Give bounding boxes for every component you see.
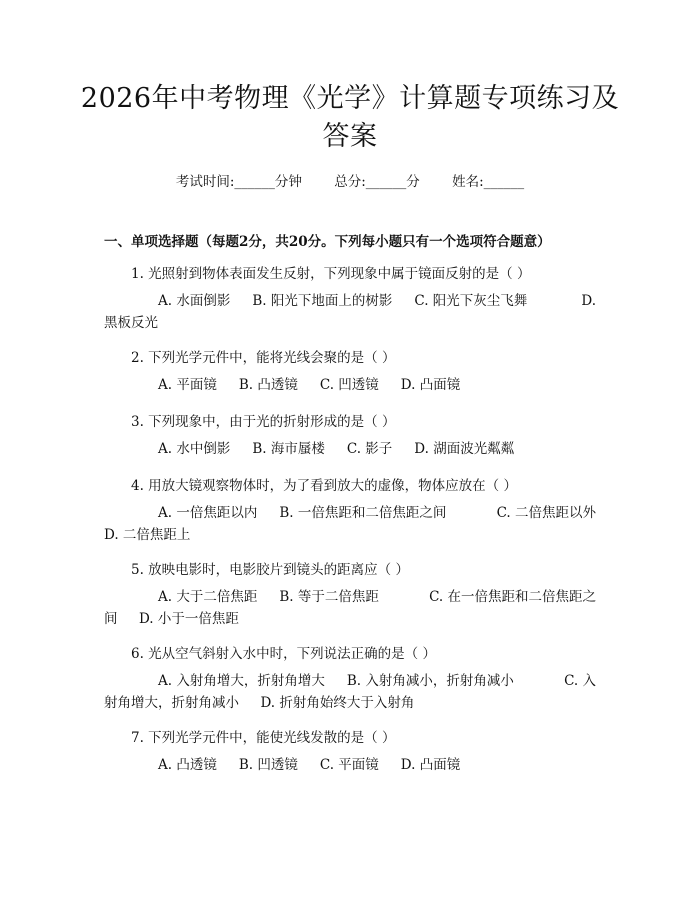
question-1-option-a: A. 水面倒影 bbox=[158, 293, 231, 309]
question-2-option-a: A. 平面镜 bbox=[158, 377, 217, 393]
question-6-option-a: A. 入射角增大，折射角增大 bbox=[158, 673, 325, 689]
question-2-option-b: B. 凸透镜 bbox=[238, 377, 298, 393]
question-6-option-wrap: 射角增大，折射角减小 D. 折射角始终大于入射角 bbox=[104, 695, 415, 711]
question-4-option-wrap: D. 二倍焦距上 bbox=[104, 527, 191, 543]
question-3-option-c: C. 影子 bbox=[346, 441, 393, 457]
question-7-option-d: D. 凸面镜 bbox=[400, 757, 461, 773]
question-2-option-d: D. 凸面镜 bbox=[400, 377, 461, 393]
question-4-option-b: B. 一倍焦距和二倍焦距之间 bbox=[279, 505, 447, 521]
question-2-options bbox=[104, 374, 596, 396]
question-6-options bbox=[104, 670, 596, 714]
question-7-option-b: B. 凹透镜 bbox=[238, 757, 298, 773]
question-6-option-b: B. 入射角减小，折射角减小 bbox=[346, 673, 514, 689]
question-5-stem: 5. 放映电影时，电影胶片到镜头的距离应（ ） bbox=[131, 562, 409, 578]
question-4-stem: 4. 用放大镜观察物体时，为了看到放大的虚像，物体应放在（ ） bbox=[131, 478, 517, 494]
question-5-option-wrap: 间 D. 小于一倍焦距 bbox=[104, 611, 239, 627]
question-1-stem: 1. 光照射到物体表面发生反射，下列现象中属于镜面反射的是（ ） bbox=[131, 266, 531, 282]
question-3-options bbox=[104, 438, 596, 460]
question-4-option-c: C. 二倍焦距以外 bbox=[496, 505, 596, 521]
title-line-2: 答案 bbox=[322, 121, 378, 152]
question-5-option-a: A. 大于二倍焦距 bbox=[158, 589, 258, 605]
question-4-option-a: A. 一倍焦距以内 bbox=[158, 505, 258, 521]
question-7-option-a: A. 凸透镜 bbox=[158, 757, 217, 773]
question-2-option-c: C. 凹透镜 bbox=[319, 377, 379, 393]
question-1-option-b: B. 阳光下地面上的树影 bbox=[252, 293, 393, 309]
question-5-option-b: B. 等于二倍焦距 bbox=[279, 589, 379, 605]
question-5-options bbox=[104, 586, 596, 630]
question-4-options bbox=[104, 502, 596, 546]
exam-time-field: 考试时间:______分钟 bbox=[175, 174, 302, 190]
question-6-stem: 6. 光从空气斜射入水中时，下列说法正确的是（ ） bbox=[131, 646, 436, 662]
question-1-option-wrap: 黑板反光 bbox=[104, 315, 158, 331]
question-1-option-d: D. bbox=[581, 293, 596, 309]
question-3-option-b: B. 海市蜃楼 bbox=[252, 441, 325, 457]
section-heading: 一、单项选择题（每题2分，共20分。下列每小题只有一个选项符合题意） bbox=[104, 234, 551, 250]
page-title bbox=[80, 80, 620, 156]
question-3-option-d: D. 湖面波光粼粼 bbox=[414, 441, 515, 457]
question-3-stem: 3. 下列现象中，由于光的折射形成的是（ ） bbox=[131, 414, 396, 430]
question-6-option-c: C. 入 bbox=[564, 673, 596, 689]
title-line-1: 2026年中考物理《光学》计算题专项练习及 bbox=[80, 83, 620, 114]
question-2-stem: 2. 下列光学元件中，能将光线会聚的是（ ） bbox=[131, 350, 396, 366]
exam-meta bbox=[0, 170, 700, 190]
question-3-option-a: A. 水中倒影 bbox=[158, 441, 231, 457]
question-7-options bbox=[104, 754, 596, 776]
question-5-option-c: C. 在一倍焦距和二倍焦距之 bbox=[429, 589, 596, 605]
question-1-option-c: C. 阳光下灰尘飞舞 bbox=[414, 293, 528, 309]
total-score-field: 总分:______分 bbox=[334, 174, 420, 190]
question-7-option-c: C. 平面镜 bbox=[319, 757, 379, 773]
student-name-field: 姓名:______ bbox=[452, 174, 525, 190]
question-1-options bbox=[104, 290, 596, 334]
question-7-stem: 7. 下列光学元件中，能使光线发散的是（ ） bbox=[131, 730, 396, 746]
